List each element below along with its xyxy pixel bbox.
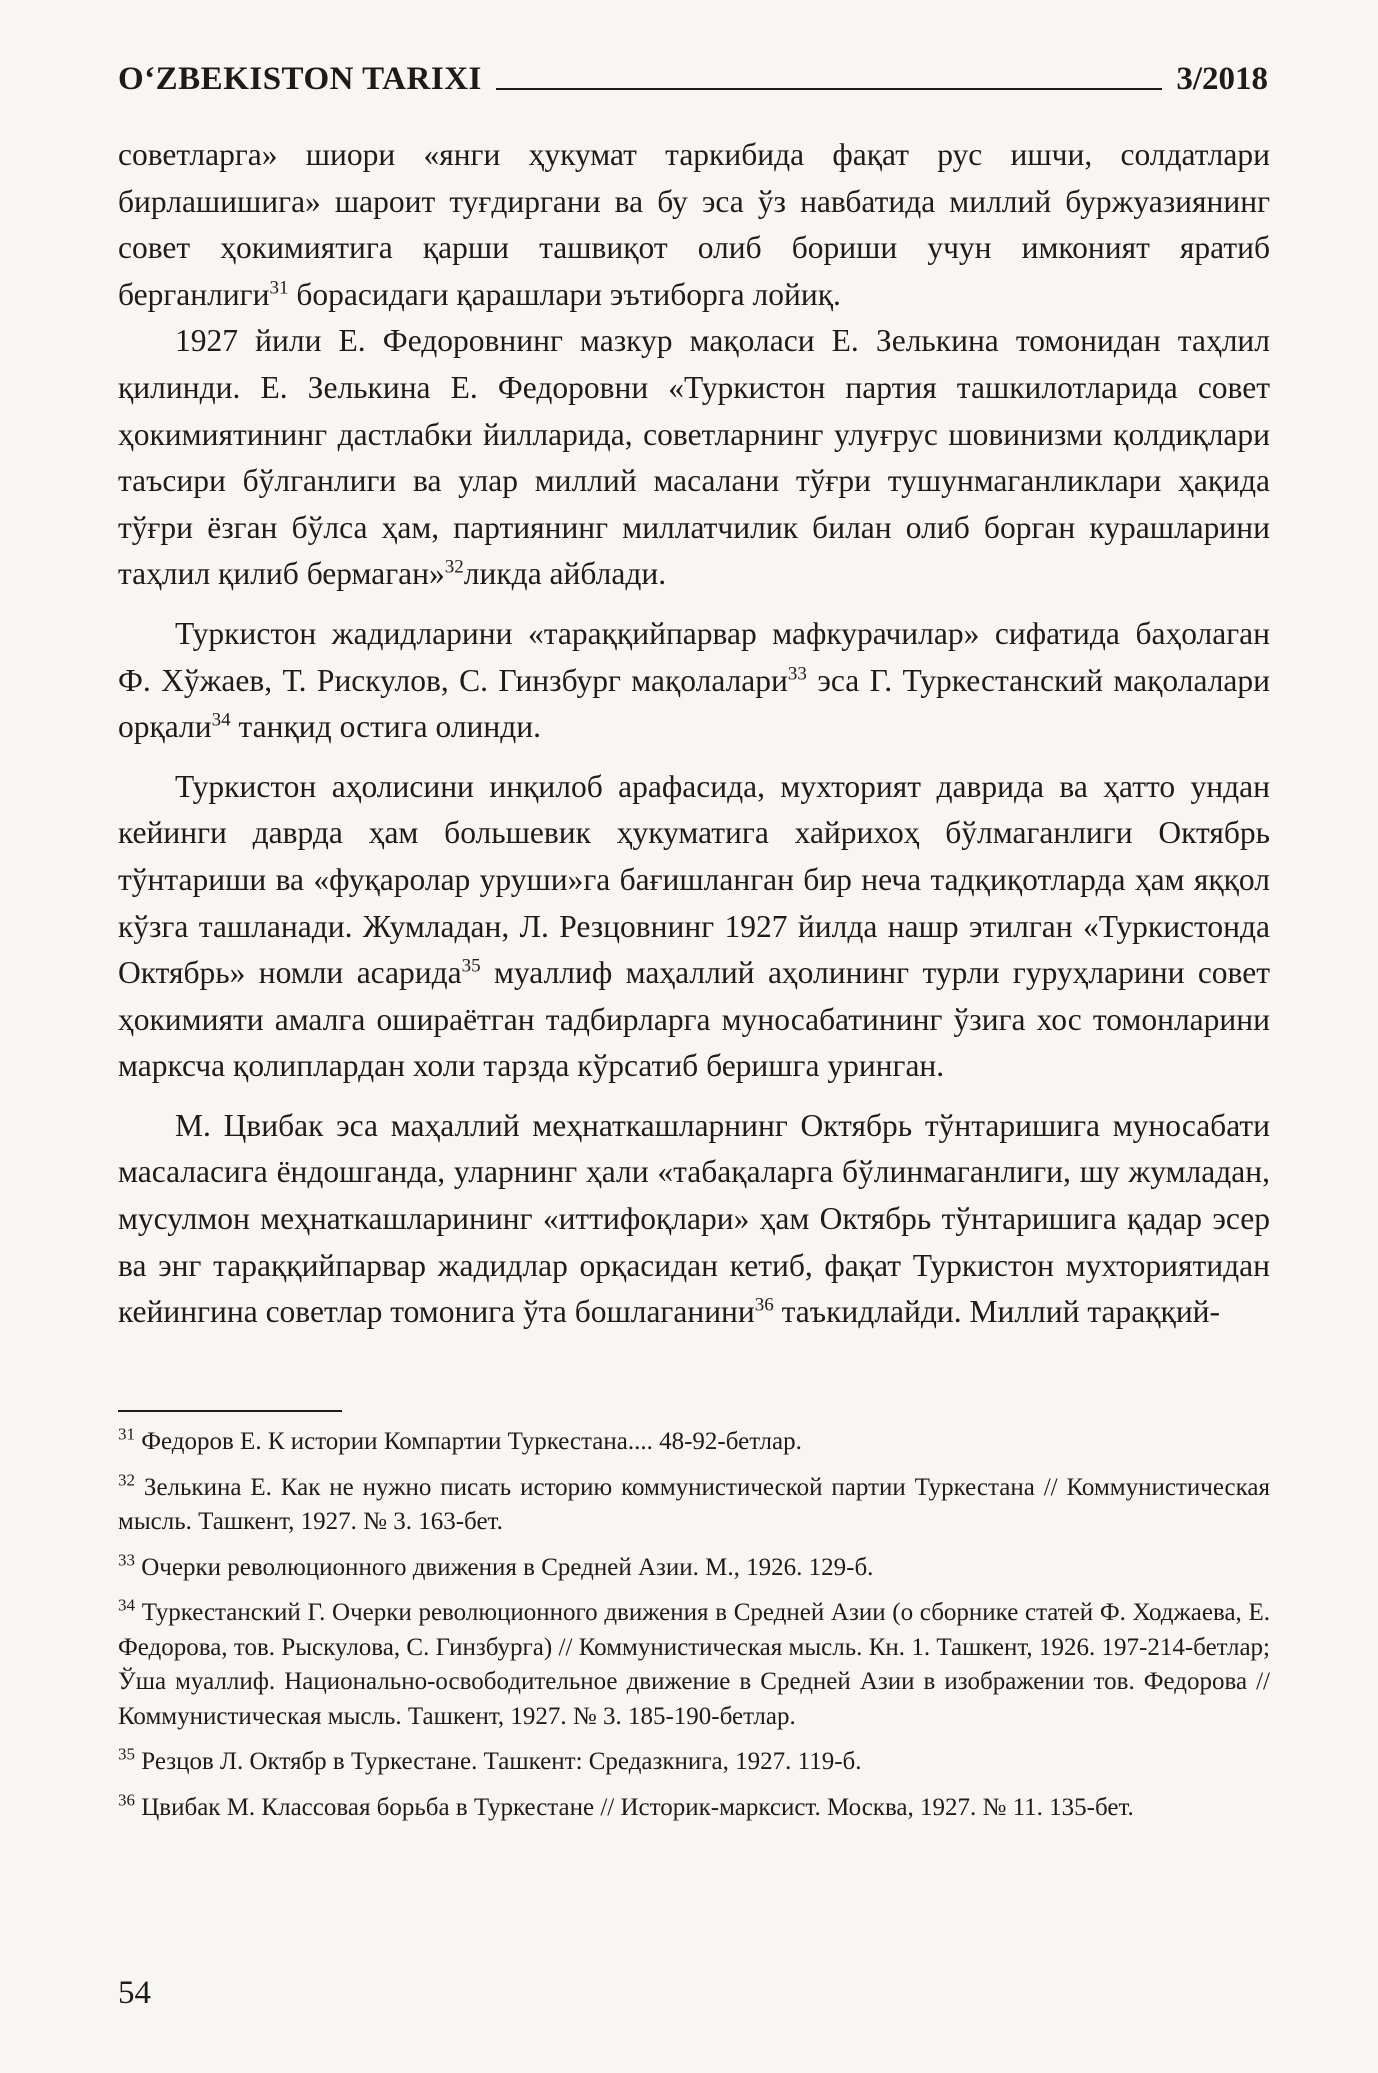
footnote-text: Туркестанский Г. Очерки революционного движения в Средней Азии (о сборнике статей Ф. Ходжаева, Е. Федорова, тов. Рыскулова, С. Гинзбурга) // Коммунистическая мысль. Кн. 1. Ташкент, 1926. 197-214-бетлар; Ўша муаллиф. Национально-освободительное движение в Средней Азии в изображении тов. Федорова // Коммунистическая мысль. Ташкент, 1927. № 3. 185-190-бетлар. [118,1599,1270,1730]
journal-title: O‘ZBEKISTON TARIXI [118,61,482,97]
footnote-ref: 35 [461,955,481,977]
paragraph-text: борасидаги қарашлари эътиборга лойиқ. [288,276,841,312]
paragraph-2 [118,318,1270,598]
footnote-text: Очерки революционного движения в Средней Азии. М., 1926. 129-б. [141,1553,874,1581]
paragraph-text: ликда айблади. [463,556,667,592]
paragraph-text: М. Цвибак эса маҳаллий меҳнаткашларнинг Октябрь тўнтаришига муносабати масаласига ёндошганда, уларнинг ҳали «табақаларга бўлинмаганлиги, шу жумладан, мусулмон меҳнаткашларининг «иттифоқлари» ҳам Октябрь тўнтаришига қадар эсер ва энг тараққийпарвар жадидлар орқасидан кетиб, фақат Туркистон мухториятидан кейингина советлар томонига ўта бошлаганини [118,1107,1270,1330]
footnote-text: Цвибак М. Классовая борьба в Туркестане // Историк-марксист. Москва, 1927. № 11. 135-бет. [141,1793,1134,1821]
paragraph-text: таъкидлайди. Миллий тараққий- [773,1294,1221,1330]
footnote-number: 33 [118,1550,135,1570]
paragraph-text: танқид остига олинди. [230,709,542,745]
paragraph-text: эса Г. Туркестанский мақолалари орқали [118,662,1271,745]
footnote-number: 32 [118,1470,135,1490]
footnote [118,1425,1270,1460]
running-header [118,52,1268,98]
footnote-number: 31 [118,1424,135,1444]
paragraph-1 [118,132,1270,318]
header-rule [496,88,1162,90]
footnote-rule [118,1410,342,1412]
footnote-number: 35 [118,1744,135,1764]
footnote-ref: 36 [754,1294,774,1316]
article-body [118,132,1270,1336]
footnote-text: Федоров Е. К истории Компартии Туркестана.... 48-92-бетлар. [141,1428,802,1455]
footnote [118,1791,1270,1826]
footnote-ref: 33 [787,663,807,685]
footnote-ref: 31 [269,277,289,299]
footnote [118,1596,1270,1734]
paragraph-text: Туркистон жадидларини «тараққийпарвар мафкурачилар» сифатида баҳолаган Ф. Хўжаев, Т. Рискулов, С. Гинзбург мақолалари [118,615,1270,698]
footnote-text: Зелькина Е. Как не нужно писать историю коммунистической партии Туркестана // Коммунистическая мысль. Ташкент, 1927. № 3. 163-бет. [118,1473,1271,1535]
footnote-number: 34 [118,1595,135,1615]
footnote [118,1471,1270,1540]
paragraph-text: Туркистон аҳолисини инқилоб арафасида, мухторият даврида ва ҳатто ундан кейинги даврда ҳам большевик ҳукуматига хайрихоҳ бўлмаганлиги Октябрь тўнтариши ва «фуқаролар уруши»га бағишланган бир неча тадқиқотларда ҳам яққол кўзга ташланади. Жумладан, Л. Резцовнинг 1927 йилда нашр этилган «Туркистонда Октябрь» номли асарида [118,768,1270,991]
footnote [118,1551,1270,1586]
footnotes [118,1425,1270,1836]
paragraph-text: муаллиф маҳаллий аҳолининг турли гуруҳларини совет ҳокимияти амалга ошираётган тадбирларга муносабатининг ўзига хос томонларини марксча қолиплардан холи тарзда кўрсатиб беришга уринган. [118,955,1270,1084]
footnote [118,1745,1270,1780]
footnote-ref: 34 [211,709,231,731]
footnote-number: 36 [118,1790,135,1810]
page-number: 54 [118,1975,151,2011]
footnote-text: Резцов Л. Октябр в Туркестане. Ташкент: Средазкнига, 1927. 119-б. [141,1748,862,1775]
paragraph-5 [118,1103,1270,1336]
paragraph-text: 1927 йили Е. Федоровнинг мазкур мақоласи Е. Зелькина томонидан таҳлил қилинди. Е. Зелькина Е. Федоровни «Туркистон партия ташкилотларида совет ҳокимиятининг дастлабки йилларида, советларнинг улуғрус шовинизми қолдиқлари таъсири бўлганлиги ва улар миллий масалани тўғри тушунмаганликлари ҳақида тўғри ёзган бўлса ҳам, партиянинг миллатчилик билан олиб борган курашларини таҳлил қилиб бермаган» [118,323,1270,592]
paragraph-text: советларга» шиори «янги ҳукумат таркибида фақат рус ишчи, солдатлари бирлашишига» шароит туғдиргани ва бу эса ўз навбатида миллий буржуазиянинг совет ҳокимиятига қарши ташвиқот олиб бориши учун имконият яратиб берганлиги [118,137,1270,312]
issue-number: 3/2018 [1176,61,1268,97]
paragraph-4 [118,764,1270,1090]
paragraph-3 [118,611,1270,751]
footnote-ref: 32 [444,556,464,578]
